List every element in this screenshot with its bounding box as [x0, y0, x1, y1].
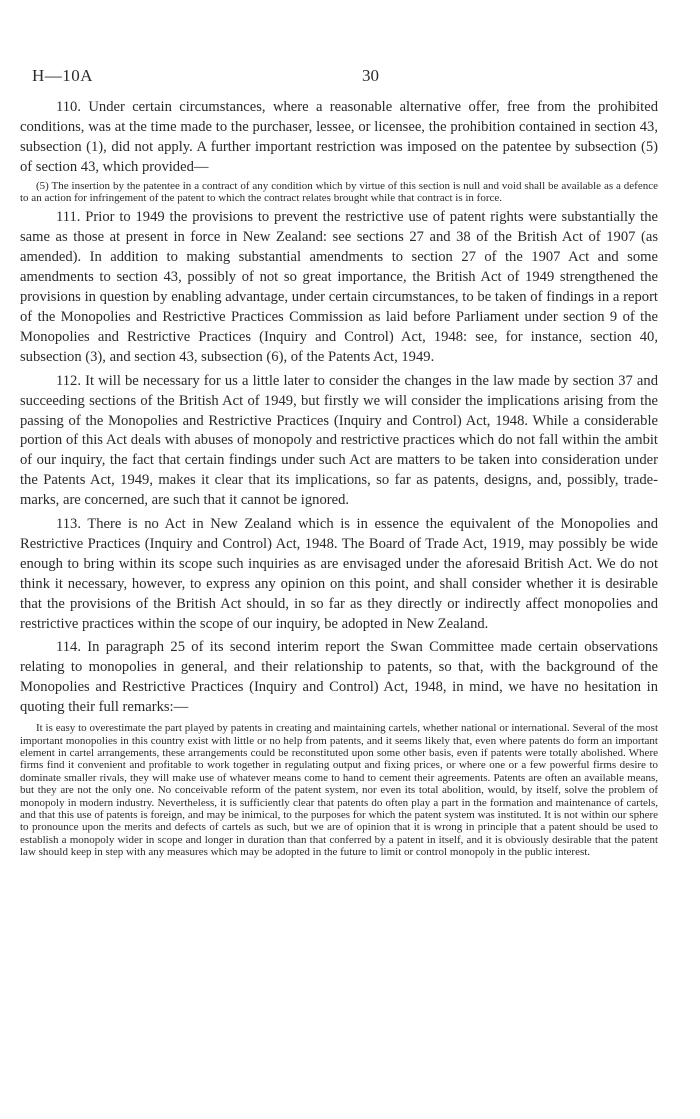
paragraph-114: 114. In paragraph 25 of its second interim report the Swan Committee made certain observations relating to monopolies in general, and their relationship to patents, so that, with the background of the Monopolies and Restrictive Practices (Inquiry and Control) Act, 1948, in mind, we have no hesitation in quoting their full remarks:—: [20, 639, 658, 716]
page-header: [32, 66, 668, 88]
document-body: [20, 98, 658, 863]
statute-quote: (5) The insertion by the patentee in a contract of any condition which by virtue of this section is null and void shall be available as a defence to an action for infringement of the patent to which the contract relates brought while that contract is in force.: [20, 179, 658, 205]
document-reference: H—10A: [32, 66, 94, 85]
paragraph-110: 110. Under certain circumstances, where a reasonable alternative offer, free from the prohibited conditions, was at the time made to the purchaser, lessee, or licensee, the prohibition contained in section 43, subsection (1), did not apply. A further important restriction was imposed on the patentee by subsection (5) of section 43, which provided—: [20, 99, 658, 175]
paragraph-112: 112. It will be necessary for us a little later to consider the changes in the law made by section 37 and succeeding sections of the British Act of 1949, but firstly we will consider the implications arising from the passing of the Monopolies and Restrictive Practices (Inquiry and Control) Act, 1948. While a considerable portion of this Act deals with abuses of monopoly and restrictive practices which do not fall within the ambit of our inquiry, the fact that certain findings under such Act are matters to be taken into consideration under the Patents Act, 1949, makes it clear that its implications, so far as patents, designs, and, possibly, trade-marks, are concerned, are such that it cannot be ignored.: [20, 372, 658, 509]
paragraph-111: 111. Prior to 1949 the provisions to prevent the restrictive use of patent rights were substantially the same as those at present in force in New Zealand: see sections 27 and 38 of the British Act of 1907 (as amended). In addition to making substantial amendments to section 27 of the 1907 Act and some amendments to section 43, possibly of not so great importance, the British Act of 1949 strengthened the provisions in question by enabling advantage, under certain circumstances, to be taken of findings in a report of the Monopolies and Restrictive Practices Commission as laid before Parliament under section 9 of the Monopolies and Restrictive Practices (Inquiry and Control) Act, 1948: see, for instance, section 40, subsection (3), and section 43, subsection (6), of the Patents Act, 1949.: [20, 209, 658, 365]
swan-committee-quote: It is easy to overestimate the part played by patents in creating and maintaining cartels, whether national or international. Several of the most important monopolies in this country exist with little or no help from patents, and it seems likely that, even where patents do form an important element in cartel arrangements, these arrangements could be reconstituted upon some other basis, even if patents were totally abolished. Where firms find it convenient and profitable to work together in regulating output and fixing prices, or where one or a few powerful firms desire to dominate smaller rivals, they will make use of whatever means come to hand to cement their agreements. Patents are often an available means, but they are not the only one. No conceivable reform of the patent system, nor even its total abolition, would, by itself, solve the problem of monopoly in modern industry. Nevertheless, it is sufficiently clear that patents do often play a part in the formation and maintenance of cartels, and that this use of patents is foreign, and may be inimical, to the purposes for which the patent system was instituted. It is not within our sphere to pronounce upon the merits and defects of cartels as such, but we are of opinion that it is wrong in principle that a patent should be used to establish a monopoly wider in scope and longer in duration than that conferred by a patent in itself, and it is obviously desirable that the patent law should keep in step with any measures which may be adopted in the future to limit or control monopoly in the public interest.: [20, 722, 658, 859]
page-number: 30: [362, 66, 379, 85]
paragraph-113: 113. There is no Act in New Zealand which is in essence the equivalent of the Monopolies and Restrictive Practices (Inquiry and Control) Act, 1948. The Board of Trade Act, 1919, may possibly be wide enough to bring within its scope such inquiries as are envisaged under the aforesaid British Act. We do not think it necessary, however, to express any opinion on this point, and shall consider whether it is desirable that the provisions of the British Act should, in so far as they directly or indirectly affect monopolies and restrictive practices within the scope of our inquiry, be adopted in New Zealand.: [20, 516, 658, 632]
